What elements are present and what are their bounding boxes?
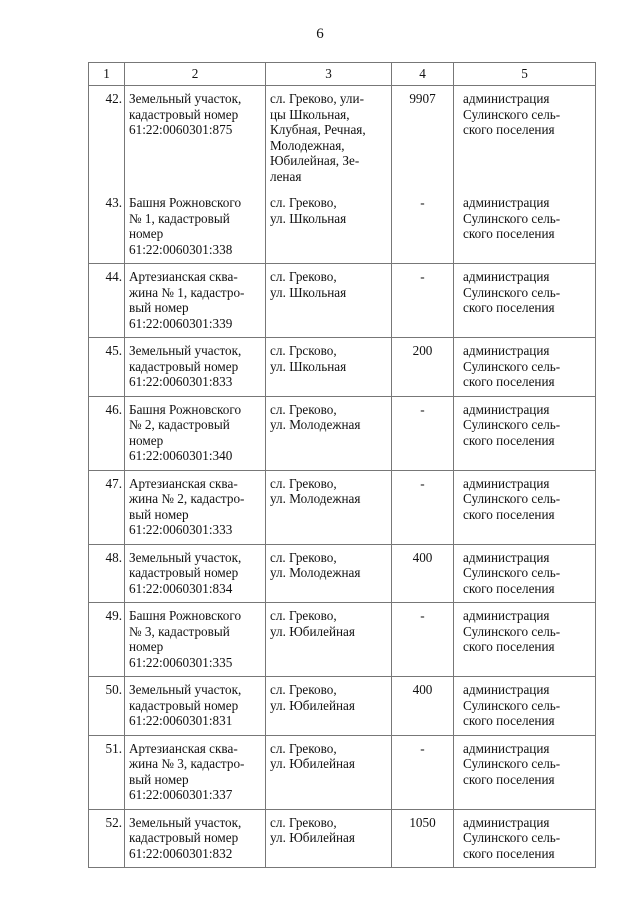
object-address bbox=[266, 809, 392, 868]
object-address bbox=[266, 735, 392, 809]
table-row bbox=[89, 86, 596, 191]
object-name-line: 61:22:0060301:335 bbox=[129, 654, 233, 670]
table-body bbox=[89, 86, 596, 868]
object-owner-line: Сулинского сель- bbox=[463, 623, 561, 639]
object-owner-line: ского поселения bbox=[463, 374, 555, 389]
object-area: - bbox=[392, 603, 454, 677]
object-name-line: вый номер bbox=[129, 506, 189, 522]
object-area: 400 bbox=[392, 544, 454, 603]
object-owner-line: Сулинского сель- bbox=[463, 358, 561, 374]
object-name-line: Земельный участок, bbox=[129, 814, 242, 830]
object-address-line: ул. Молодежная bbox=[270, 565, 361, 580]
table-row bbox=[89, 677, 596, 736]
object-address-line: ул. Школьная bbox=[270, 210, 347, 226]
column-header-name: 2 bbox=[125, 63, 266, 86]
object-name bbox=[125, 190, 266, 264]
object-name-line: номер bbox=[129, 226, 164, 241]
column-header-owner: 5 bbox=[454, 63, 596, 86]
object-address bbox=[266, 470, 392, 544]
object-address bbox=[266, 677, 392, 736]
object-owner-line: администрация bbox=[463, 814, 550, 830]
object-owner bbox=[454, 190, 596, 264]
row-number: 49. bbox=[89, 603, 125, 677]
object-name-line: Башня Рожновского bbox=[129, 401, 242, 417]
object-name-line: Земельный участок, bbox=[129, 343, 242, 358]
object-owner-line: администрация bbox=[463, 475, 550, 491]
object-name-line: жина № 3, кадастро- bbox=[129, 756, 245, 771]
object-owner bbox=[454, 396, 596, 470]
object-owner-line: Сулинского сель- bbox=[463, 106, 561, 122]
object-address-line: сл. Греково, bbox=[270, 195, 337, 210]
object-owner bbox=[454, 544, 596, 603]
object-address-line: сл. Грсково, bbox=[270, 343, 337, 358]
object-area: - bbox=[392, 396, 454, 470]
object-name-line: номер bbox=[129, 432, 164, 448]
table-row bbox=[89, 396, 596, 470]
column-header-address: 3 bbox=[266, 63, 392, 86]
object-address bbox=[266, 338, 392, 397]
object-name-line: 61:22:0060301:339 bbox=[129, 315, 233, 331]
object-address-line: цы Школьная, bbox=[270, 106, 350, 122]
object-owner-line: ского поселения bbox=[463, 639, 555, 654]
object-owner-line: ского поселения bbox=[463, 771, 555, 787]
column-header-area: 4 bbox=[392, 63, 454, 86]
object-name-line: 61:22:0060301:834 bbox=[129, 580, 233, 596]
object-address-line: сл. Греково, bbox=[270, 269, 337, 284]
object-owner-line: ского поселения bbox=[463, 122, 555, 137]
object-area: 9907 bbox=[392, 86, 454, 191]
object-owner-line: администрация bbox=[463, 91, 550, 106]
page-number: 6 bbox=[316, 26, 324, 42]
object-name-line: кадастровый номер bbox=[129, 565, 239, 580]
row-number: 47. bbox=[89, 470, 125, 544]
object-address-line: Клубная, Речная, bbox=[270, 122, 366, 137]
object-name-line: Земельный участок, bbox=[129, 91, 242, 106]
row-number: 43. bbox=[89, 190, 125, 264]
object-owner-line: администрация bbox=[463, 269, 550, 284]
object-owner-line: Сулинского сель- bbox=[463, 830, 561, 845]
object-address-line: сл. Греково, bbox=[270, 682, 337, 697]
object-name bbox=[125, 603, 266, 677]
table-row bbox=[89, 190, 596, 264]
object-owner-line: Сулинского сель- bbox=[463, 756, 561, 771]
row-number: 46. bbox=[89, 396, 125, 470]
object-name bbox=[125, 396, 266, 470]
object-name-line: Артезианская сква- bbox=[129, 269, 238, 284]
object-owner-line: Сулинского сель- bbox=[463, 417, 561, 432]
object-owner-line: ского поселения bbox=[463, 580, 555, 596]
object-name-line: кадастровый номер bbox=[129, 106, 239, 122]
object-name bbox=[125, 470, 266, 544]
object-name-line: жина № 1, кадастро- bbox=[129, 284, 245, 300]
object-name-line: вый номер bbox=[129, 771, 189, 787]
object-address-line: сл. Греково, bbox=[270, 549, 337, 565]
object-address bbox=[266, 544, 392, 603]
object-address-line: сл. Греково, ули- bbox=[270, 91, 364, 106]
object-name-line: 61:22:0060301:832 bbox=[129, 845, 233, 861]
object-name bbox=[125, 809, 266, 868]
object-name bbox=[125, 544, 266, 603]
object-owner-line: ского поселения bbox=[463, 226, 555, 241]
object-name-line: вый номер bbox=[129, 300, 189, 315]
object-name-line: 61:22:0060301:833 bbox=[129, 374, 233, 389]
object-owner bbox=[454, 809, 596, 868]
table-header-row bbox=[89, 63, 596, 86]
object-name-line: № 3, кадастровый bbox=[129, 623, 230, 639]
object-area: 200 bbox=[392, 338, 454, 397]
object-owner-line: администрация bbox=[463, 682, 550, 697]
object-name-line: кадастровый номер bbox=[129, 358, 239, 374]
object-address bbox=[266, 396, 392, 470]
object-owner-line: ского поселения bbox=[463, 300, 555, 315]
object-area: 1050 bbox=[392, 809, 454, 868]
object-name-line: жина № 2, кадастро- bbox=[129, 491, 245, 506]
object-owner-line: администрация bbox=[463, 343, 550, 358]
table-row bbox=[89, 470, 596, 544]
object-address-line: ул. Юбилейная bbox=[270, 830, 355, 845]
object-name-line: Башня Рожновского bbox=[129, 195, 242, 210]
row-number: 45. bbox=[89, 338, 125, 397]
object-address-line: сл. Греково, bbox=[270, 608, 337, 623]
object-name-line: 61:22:0060301:337 bbox=[129, 787, 233, 802]
object-owner-line: Сулинского сель- bbox=[463, 491, 561, 506]
object-owner bbox=[454, 677, 596, 736]
object-name-line: Артезианская сква- bbox=[129, 475, 238, 491]
object-address-line: ул. Молодежная bbox=[270, 491, 361, 506]
object-address-line: ул. Юбилейная bbox=[270, 697, 355, 713]
object-name bbox=[125, 677, 266, 736]
object-name-line: № 1, кадастровый bbox=[129, 210, 230, 226]
row-number: 48. bbox=[89, 544, 125, 603]
object-name-line: 61:22:0060301:338 bbox=[129, 241, 233, 257]
object-area: - bbox=[392, 190, 454, 264]
object-name-line: 61:22:0060301:831 bbox=[129, 713, 233, 728]
row-number: 51. bbox=[89, 735, 125, 809]
object-address-line: ул. Юбилейная bbox=[270, 623, 355, 639]
object-owner-line: Сулинского сель- bbox=[463, 565, 561, 580]
object-name-line: Артезианская сква- bbox=[129, 740, 238, 756]
object-name bbox=[125, 264, 266, 338]
object-name-line: Земельный участок, bbox=[129, 682, 242, 697]
object-address bbox=[266, 264, 392, 338]
object-address-line: сл. Греково, bbox=[270, 814, 337, 830]
row-number: 52. bbox=[89, 809, 125, 868]
object-owner bbox=[454, 264, 596, 338]
object-owner-line: ского поселения bbox=[463, 845, 555, 861]
table-row bbox=[89, 544, 596, 603]
row-number: 50. bbox=[89, 677, 125, 736]
row-number: 42. bbox=[89, 86, 125, 191]
object-owner-line: администрация bbox=[463, 608, 550, 623]
column-header-number: 1 bbox=[89, 63, 125, 86]
row-number: 44. bbox=[89, 264, 125, 338]
object-owner bbox=[454, 735, 596, 809]
object-address-line: ул. Юбилейная bbox=[270, 756, 355, 771]
table-row bbox=[89, 809, 596, 868]
object-owner-line: Сулинского сель- bbox=[463, 284, 561, 300]
object-area: - bbox=[392, 264, 454, 338]
object-address-line: ул. Школьная bbox=[270, 284, 347, 300]
object-area: 400 bbox=[392, 677, 454, 736]
object-name-line: кадастровый номер bbox=[129, 830, 239, 845]
object-owner bbox=[454, 603, 596, 677]
object-name bbox=[125, 735, 266, 809]
object-owner bbox=[454, 470, 596, 544]
object-owner-line: ского поселения bbox=[463, 506, 555, 522]
object-address-line: ул. Молодежная bbox=[270, 417, 361, 432]
object-owner-line: ского поселения bbox=[463, 713, 555, 728]
object-name-line: № 2, кадастровый bbox=[129, 417, 230, 432]
object-name-line: Башня Рожновского bbox=[129, 608, 242, 623]
object-name-line: 61:22:0060301:333 bbox=[129, 522, 233, 537]
property-registry-table bbox=[88, 62, 596, 868]
table-row bbox=[89, 735, 596, 809]
object-address bbox=[266, 603, 392, 677]
object-area: - bbox=[392, 735, 454, 809]
object-address-line: сл. Греково, bbox=[270, 475, 337, 491]
object-address-line: ул. Школьная bbox=[270, 358, 347, 374]
table-row bbox=[89, 338, 596, 397]
object-address bbox=[266, 86, 392, 191]
object-name-line: 61:22:0060301:340 bbox=[129, 448, 233, 463]
object-owner-line: Сулинского сель- bbox=[463, 210, 561, 226]
table-row bbox=[89, 264, 596, 338]
object-owner-line: администрация bbox=[463, 740, 550, 756]
object-address-line: Молодежная, bbox=[270, 137, 345, 153]
object-address-line: леная bbox=[270, 168, 302, 184]
object-name-line: 61:22:0060301:875 bbox=[129, 122, 233, 137]
object-name-line: номер bbox=[129, 639, 164, 654]
object-owner-line: администрация bbox=[463, 549, 550, 565]
object-address-line: Юбилейная, Зе- bbox=[270, 153, 360, 168]
object-area: - bbox=[392, 470, 454, 544]
object-owner-line: администрация bbox=[463, 195, 550, 210]
object-owner-line: Сулинского сель- bbox=[463, 697, 561, 713]
object-owner-line: администрация bbox=[463, 401, 550, 417]
object-address bbox=[266, 190, 392, 264]
object-address-line: сл. Греково, bbox=[270, 740, 337, 756]
object-name-line: Земельный участок, bbox=[129, 549, 242, 565]
object-address-line: сл. Греково, bbox=[270, 401, 337, 417]
object-name-line: кадастровый номер bbox=[129, 697, 239, 713]
object-owner bbox=[454, 86, 596, 191]
object-name bbox=[125, 338, 266, 397]
object-owner bbox=[454, 338, 596, 397]
object-owner-line: ского поселения bbox=[463, 432, 555, 448]
table-row bbox=[89, 603, 596, 677]
object-name bbox=[125, 86, 266, 191]
